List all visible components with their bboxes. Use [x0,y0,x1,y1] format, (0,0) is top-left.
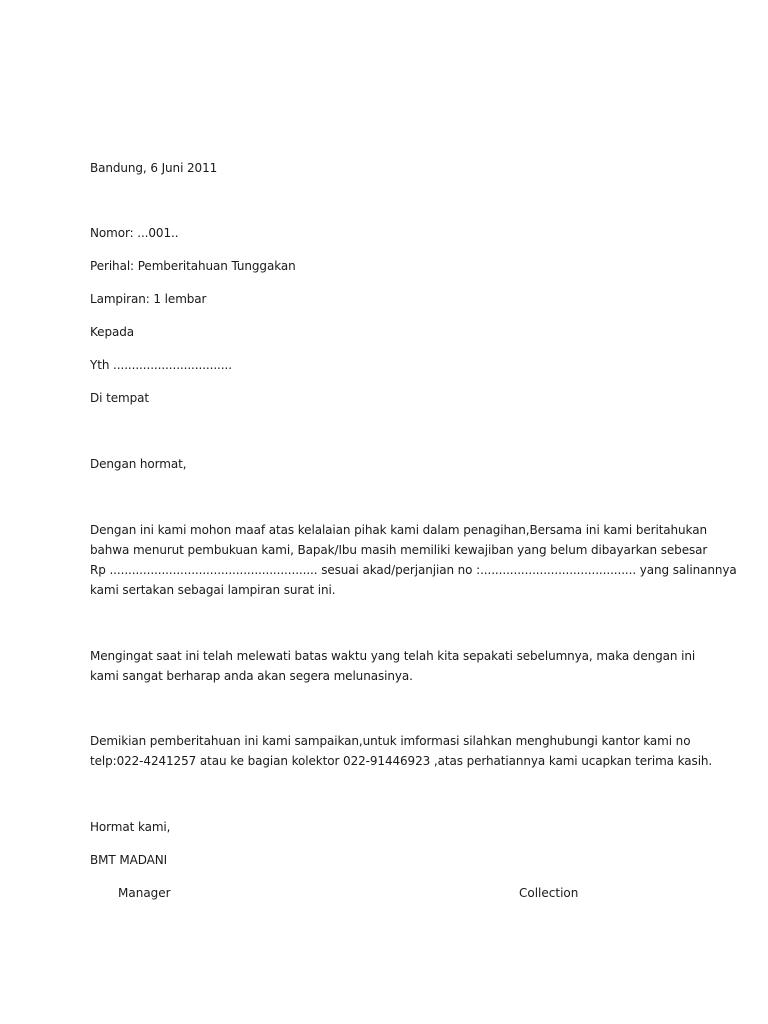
organization-name: BMT MADANI [90,853,168,867]
letter-number: Nomor: ...001.. [90,226,179,240]
paragraph-1-line: Dengan ini kami mohon maaf atas kelalaian pihak kami dalam penagihan,Bersama ini kami beritahukan [90,523,707,537]
paragraph-3-line: Demikian pemberitahuan ini kami sampaikan,untuk imformasi silahkan menghubungi kantor kami no [90,734,691,748]
recipient-label: Kepada [90,325,134,339]
paragraph-1 [90,520,737,600]
paragraph-3-line: telp:022-4241257 atau ke bagian kolektor 022-91446923 ,atas perhatiannya kami ucapkan terima kasih. [90,754,713,768]
letter-attachment: Lampiran: 1 lembar [90,292,207,306]
closing: Hormat kami, [90,820,171,834]
paragraph-2-line: Mengingat saat ini telah melewati batas waktu yang telah kita sepakati sebelumnya, maka dengan ini [90,649,696,663]
letter-subject: Perihal: Pemberitahuan Tunggakan [90,259,296,273]
paragraph-1-line: Rp ........................................................ sesuai akad/perjanjian no :.......................................... yang salinannya [90,563,737,577]
salutation: Dengan hormat, [90,457,187,471]
paragraph-1-line: kami sertakan sebagai lampiran surat ini. [90,583,336,597]
signatory-collection: Collection [519,886,579,900]
paragraph-2 [90,646,696,686]
signatory-manager: Manager [118,886,171,900]
paragraph-3 [90,731,713,771]
paragraph-2-line: kami sangat berharap anda akan segera melunasinya. [90,669,413,683]
recipient-place: Di tempat [90,391,149,405]
recipient-name: Yth ................................ [90,358,232,372]
paragraph-1-line: bahwa menurut pembukuan kami, Bapak/Ibu masih memiliki kewajiban yang belum dibayarkan sebesar [90,543,708,557]
letter-date: Bandung, 6 Juni 2011 [90,161,218,175]
